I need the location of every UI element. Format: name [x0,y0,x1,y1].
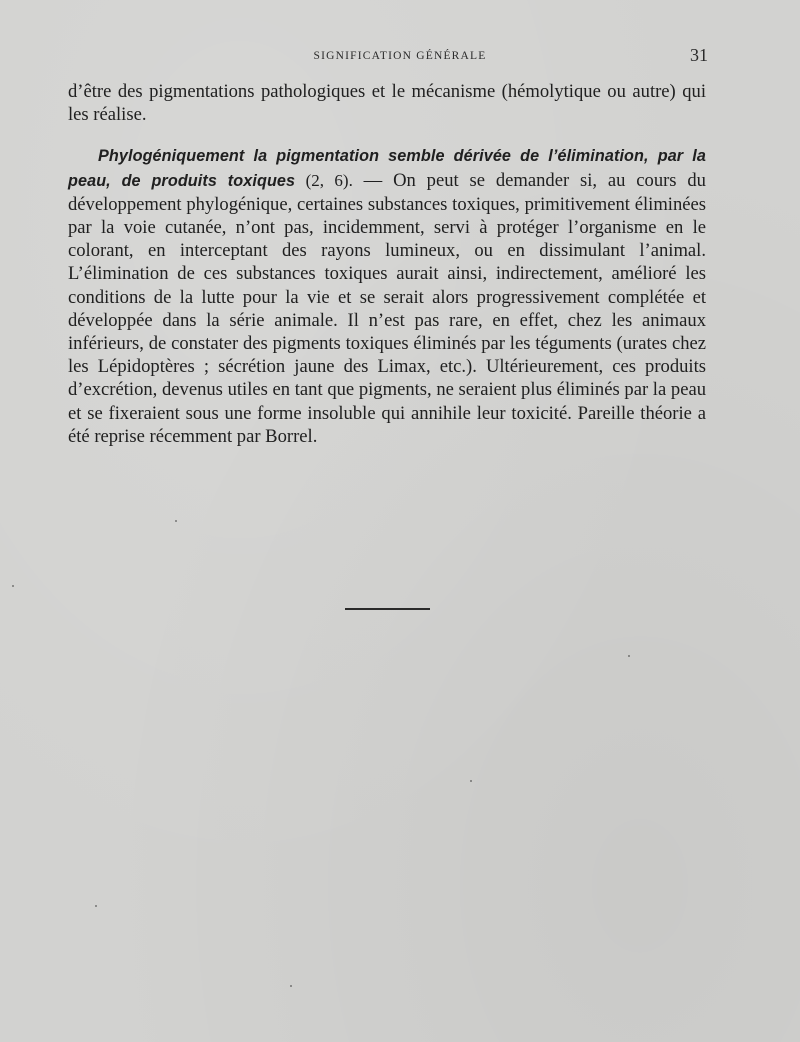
paper-speck [175,520,177,522]
paragraph-continuation: d’être des pigmentations pathologiques et le mécanisme (hémolytique ou autre) qui les réalise. [68,81,706,126]
running-head: SIGNIFICATION GÉNÉRALE [313,50,487,62]
paper-speck [470,780,472,782]
body-text [68,80,706,448]
section-end-rule [345,608,430,610]
paper-speck [628,655,630,657]
paper-speck [95,905,97,907]
paragraph-body: — On peut se demander si, au cours du développement phylogénique, certaines substances toxiques, primitivement éliminées par la voie cutanée, n’ont pas, incidemment, servi à protéger l’organisme en le colorant, en interceptant des rayons lumineux, ou en dissimulant l’animal. L’élimination de ces substances toxiques aurait ainsi, indirectement, amélioré les conditions de la lutte pour la vie et se serait alors progressivement complétée et développée dans la série animale. Il n’est pas rare, en effet, chez les animaux inférieurs, de constater des pigments toxiques éliminés par les téguments (urates chez les Lépidoptères ; sécrétion jaune des Limax, etc.). Ultérieurement, ces produits d’excrétion, devenus utiles en tant que pigments, ne seraient plus éliminés par la peau et se fixeraient sous une forme insoluble qui annihile leur toxicité. Pareille théorie a été reprise récemment par Borrel. [68,169,706,447]
paragraph-references: (2, 6). [295,170,353,190]
paper-speck [290,985,292,987]
paragraph-phylogeny [68,144,706,448]
page-number: 31 [690,45,708,65]
paragraph-italic-lead: Phylogéniquement la pigmentation semble dérivée de l’élimination, par la peau, de produits toxiques [68,147,706,190]
paper-speck [12,585,14,587]
